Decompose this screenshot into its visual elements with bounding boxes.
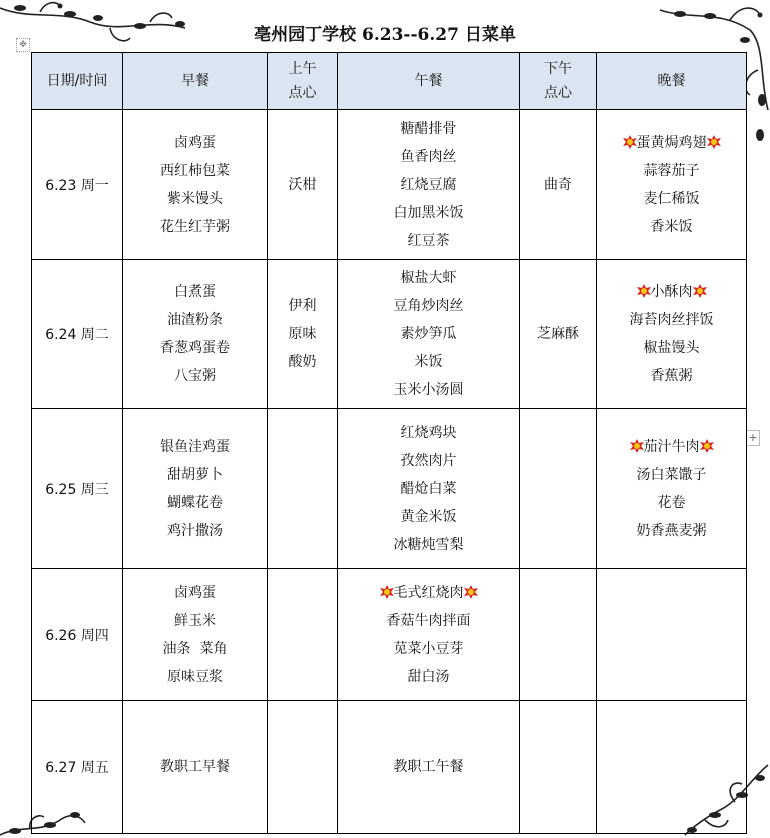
header-breakfast: 早餐 — [123, 53, 268, 110]
dish-item: 海苔肉丝拌饭 — [629, 312, 714, 328]
featured-dish-flag-icon — [623, 135, 637, 149]
dish-item: 蛋黄焗鸡翅 — [636, 134, 707, 151]
dish-item: 白加黑米饭 — [393, 204, 464, 221]
dish-item: 蝴蝶花卷 — [167, 494, 223, 511]
dish-item: 冰糖炖雪梨 — [393, 536, 464, 553]
dish-item: 素炒笋瓜 — [400, 326, 457, 342]
dish-item: 椒盐大虾 — [400, 270, 457, 286]
dish-item: 香米饭 — [650, 218, 693, 235]
dish-item: 汤白菜馓子 — [636, 466, 707, 483]
dish-item: 原味 — [288, 326, 317, 342]
breakfast-cell — [123, 110, 268, 260]
dinner-cell — [597, 701, 747, 834]
dish-item: 卤鸡蛋 — [174, 584, 216, 601]
dinner-cell — [597, 409, 747, 569]
dish-item: 红豆茶 — [407, 232, 450, 249]
breakfast-cell — [123, 260, 268, 409]
dish-item: 香菇牛肉拌面 — [386, 612, 471, 629]
menu-title: 亳州园丁学校 6.23--6.27 日菜单 — [254, 25, 516, 45]
featured-dish — [597, 433, 746, 461]
featured-dish-flag-icon — [707, 135, 721, 149]
table-row — [32, 569, 747, 701]
dish-item: 红烧豆腐 — [400, 176, 457, 193]
pm-snack-cell — [520, 110, 597, 260]
dish-item: 苋菜小豆芽 — [393, 640, 464, 657]
header-pm-snack-line: 下午 — [544, 61, 572, 77]
table-move-handle-icon[interactable]: ✥ — [16, 38, 30, 52]
featured-dish-flag-icon — [630, 439, 644, 453]
table-row — [32, 409, 747, 569]
featured-dish-flag-icon — [700, 439, 714, 453]
dish-item: 玉米小汤圆 — [393, 382, 464, 398]
table-row — [32, 110, 747, 260]
row-date: 6.24 周二 — [32, 260, 123, 409]
header-pm-snack-line: 点心 — [544, 85, 572, 101]
am-snack-cell — [268, 701, 338, 834]
pm-snack-cell — [520, 701, 597, 834]
dish-item: 紫米馒头 — [167, 190, 223, 207]
featured-dish-flag-icon — [693, 284, 707, 298]
featured-dish — [338, 579, 519, 607]
dish-item: 黄金米饭 — [400, 508, 457, 525]
row-date: 6.26 周四 — [32, 569, 123, 701]
dish-item: 红烧鸡块 — [400, 424, 457, 441]
dish-item: 小酥肉 — [650, 284, 693, 300]
dish-item: 茄汁牛肉 — [643, 438, 700, 455]
dish-item: 麦仁稀饭 — [643, 190, 700, 207]
dish-item: 芝麻酥 — [537, 326, 579, 342]
dish-item: 西红柿包菜 — [160, 162, 230, 179]
breakfast-cell — [123, 701, 268, 834]
dinner-cell — [597, 110, 747, 260]
breakfast-cell — [123, 569, 268, 701]
am-snack-cell — [268, 409, 338, 569]
dish-item: 教职工早餐 — [160, 759, 230, 775]
row-date: 6.23 周一 — [32, 110, 123, 260]
featured-dish — [597, 278, 746, 306]
dish-item: 米饭 — [414, 354, 443, 370]
dish-item: 卤鸡蛋 — [174, 134, 216, 151]
dish-item: 鱼香肉丝 — [400, 148, 457, 165]
dish-item: 油渣粉条 — [167, 312, 223, 328]
dish-item: 伊利 — [288, 298, 317, 314]
header-lunch: 午餐 — [338, 53, 520, 110]
pm-snack-cell — [520, 260, 597, 409]
header-date: 日期/时间 — [32, 53, 123, 110]
featured-dish — [597, 129, 746, 157]
dish-item: 沃柑 — [288, 176, 317, 193]
header-dinner: 晚餐 — [597, 53, 747, 110]
dish-item: 白煮蛋 — [174, 284, 216, 300]
dish-item: 奶香燕麦粥 — [636, 522, 707, 539]
featured-dish-flag-icon — [637, 284, 651, 298]
dish-item: 糖醋排骨 — [400, 120, 457, 137]
dish-item: 教职工午餐 — [393, 759, 464, 775]
dish-item: 香葱鸡蛋卷 — [160, 340, 230, 356]
dish-item: 豆角炒肉丝 — [393, 298, 464, 314]
dish-item: 八宝粥 — [174, 368, 216, 384]
dish-item: 醋炝白菜 — [400, 480, 457, 497]
dish-item: 毛式红烧肉 — [393, 584, 464, 601]
dish-item: 花卷 — [657, 494, 686, 511]
am-snack-cell — [268, 569, 338, 701]
header-row — [32, 53, 747, 110]
featured-dish-flag-icon — [380, 585, 394, 599]
table-row — [32, 260, 747, 409]
dish-item: 鸡汁撒汤 — [167, 522, 223, 539]
pm-snack-cell — [520, 569, 597, 701]
row-date: 6.25 周三 — [32, 409, 123, 569]
header-am-snack — [268, 53, 338, 110]
dinner-cell — [597, 260, 747, 409]
lunch-cell — [338, 260, 520, 409]
lunch-cell — [338, 409, 520, 569]
dish-item: 甜白汤 — [407, 668, 450, 685]
dish-item: 花生红芋粥 — [160, 218, 230, 235]
dish-item: 椒盐馒头 — [643, 340, 700, 356]
header-am-snack-line: 点心 — [288, 85, 317, 101]
pm-snack-cell — [520, 409, 597, 569]
dish-item: 鲜玉米 — [174, 612, 216, 629]
am-snack-cell — [268, 260, 338, 409]
menu-table — [31, 52, 747, 834]
dish-item: 油条 菜角 — [162, 640, 228, 657]
dish-item: 香蕉粥 — [650, 368, 693, 384]
dinner-cell — [597, 569, 747, 701]
am-snack-cell — [268, 110, 338, 260]
featured-dish-flag-icon — [464, 585, 478, 599]
dish-item: 曲奇 — [544, 176, 572, 193]
header-am-snack-line: 上午 — [288, 61, 317, 77]
dish-item: 酸奶 — [288, 354, 317, 370]
dish-item: 原味豆浆 — [167, 668, 223, 685]
dish-item: 孜然肉片 — [400, 452, 457, 469]
lunch-cell — [338, 110, 520, 260]
dish-item: 银鱼洼鸡蛋 — [160, 438, 230, 455]
dish-item: 蒜蓉茄子 — [643, 162, 700, 179]
lunch-cell — [338, 701, 520, 834]
dish-item: 甜胡萝卜 — [167, 466, 223, 483]
header-pm-snack — [520, 53, 597, 110]
add-column-icon[interactable]: + — [746, 430, 760, 446]
table-row — [32, 701, 747, 834]
breakfast-cell — [123, 409, 268, 569]
row-date: 6.27 周五 — [32, 701, 123, 834]
lunch-cell — [338, 569, 520, 701]
